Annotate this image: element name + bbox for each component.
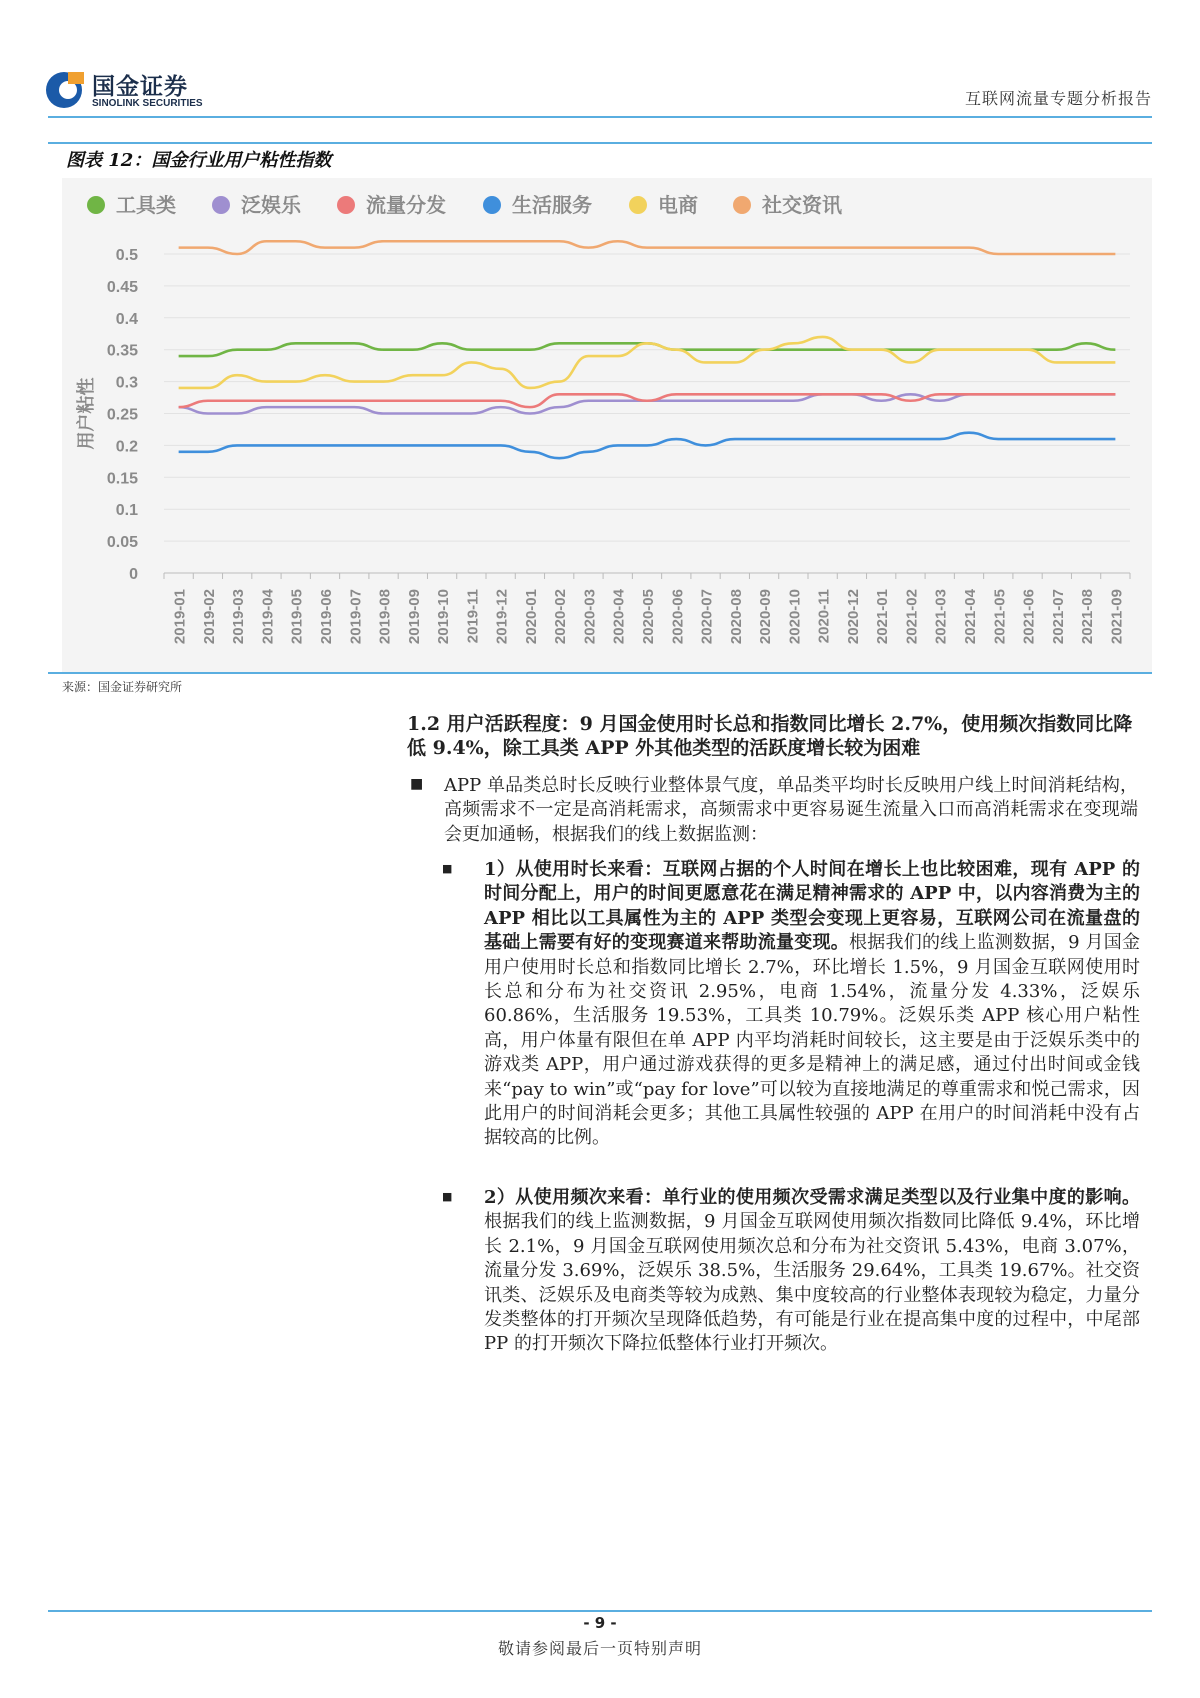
legend-marker — [629, 196, 647, 214]
legend-label: 生活服务 — [512, 193, 592, 217]
legend-marker — [337, 196, 355, 214]
x-tick-label: 2021-08 — [1079, 589, 1097, 645]
x-tick-label: 2020-09 — [757, 589, 775, 645]
x-tick-label: 2019-12 — [493, 589, 511, 645]
x-tick-label: 2021-06 — [1020, 589, 1038, 645]
y-tick-label: 0.4 — [115, 310, 138, 328]
bullet-small-icon: ■ — [442, 862, 453, 875]
x-tick-label: 2020-01 — [522, 589, 540, 645]
line-chart — [62, 178, 1152, 672]
footer-divider — [48, 1610, 1152, 1612]
bullet-small-icon: ■ — [442, 1190, 453, 1203]
legend-label: 社交资讯 — [762, 193, 842, 217]
figure-title: 图表 12：国金行业用户粘性指数 — [66, 150, 332, 171]
report-title: 互联网流量专题分析报告 — [964, 89, 1152, 108]
x-tick-label: 2021-01 — [874, 589, 892, 645]
x-tick-label: 2019-04 — [259, 589, 277, 645]
logo-mark-icon — [44, 68, 88, 112]
x-tick-label: 2021-04 — [962, 589, 979, 645]
y-tick-label: 0.1 — [115, 502, 138, 520]
legend-marker — [87, 196, 105, 214]
legend-marker — [212, 196, 230, 214]
page-number: - 9 - — [583, 1614, 617, 1632]
x-tick-label: 2019-06 — [318, 589, 335, 645]
y-tick-label: 0.3 — [115, 374, 138, 392]
x-tick-label: 2020-03 — [581, 589, 599, 645]
x-tick-label: 2020-06 — [669, 589, 687, 645]
x-tick-label: 2021-05 — [991, 589, 1009, 645]
legend-marker — [733, 196, 751, 214]
y-tick-label: 0.05 — [106, 534, 138, 552]
y-tick-label: 0.25 — [106, 406, 138, 424]
legend-label: 电商 — [658, 193, 698, 217]
x-tick-label: 2020-10 — [786, 589, 804, 645]
x-tick-label: 2021-02 — [903, 589, 921, 645]
x-tick-label: 2019-05 — [288, 589, 306, 645]
paragraph-usage-duration — [484, 858, 1140, 1151]
series-line-流量分发 — [179, 394, 1116, 407]
y-tick-label: 0.2 — [115, 438, 138, 456]
legend-label: 流量分发 — [366, 193, 446, 217]
bullet-square-icon: ■ — [410, 776, 424, 792]
y-tick-label: 0.35 — [106, 342, 138, 360]
paragraph-app-time: APP 单品类总时长反映行业整体景气度，单品类平均时长反映用户线上时间消耗结构，高频需求不一定是高消耗需求，高频需求中更容易诞生流量入口而高消耗需求在变现端会更加通畅，根据我们的线上数据监测： — [444, 775, 1138, 845]
logo-text-cn: 国金证券 — [92, 74, 188, 100]
x-tick-label: 2020-12 — [844, 589, 862, 645]
x-tick-label: 2020-11 — [815, 589, 833, 644]
x-tick-label: 2019-11 — [464, 589, 482, 644]
x-tick-label: 2021-03 — [932, 589, 950, 645]
paragraph-usage-frequency — [484, 1186, 1140, 1357]
x-tick-label: 2019-09 — [405, 589, 423, 645]
y-tick-label: 0.15 — [106, 470, 138, 488]
paragraph-usage-duration-lead: 1）从使用时长来看：互联网占据的个人时间在增长上也比较困难，现有 APP 的时间分配上，用户的时间更愿意花在满足精神需求的 APP 中，以内容消费为主的 APP 相比以工具属性为主的 APP 类型会变现上更容易，互联网公司在流量盘的基础上需要有好的变现赛道来帮助流量变现。 — [484, 859, 1140, 954]
section-heading: 1.2 用户活跃程度：9 月国金使用时长总和指数同比增长 2.7%，使用频次指数同比降低 9.4%，除工具类 APP 外其他类型的活跃度增长较为困难 — [407, 713, 1133, 759]
x-tick-label: 2019-07 — [347, 589, 365, 645]
y-tick-label: 0.45 — [106, 278, 138, 296]
header-divider — [48, 116, 1152, 118]
series-line-社交资讯 — [179, 241, 1116, 254]
legend-label: 工具类 — [116, 193, 176, 217]
figure-top-divider — [48, 142, 1152, 144]
company-logo — [44, 68, 224, 114]
y-tick-label: 0 — [129, 566, 138, 583]
y-axis-label: 用户粘性 — [76, 377, 97, 450]
x-tick-label: 2020-08 — [727, 589, 745, 645]
chart-canvas — [62, 178, 1152, 672]
paragraph-usage-duration-body: 根据我们的线上监测数据，9 月国金用户使用时长总和指数同比增长 2.7%，环比增长 1.5%，9 月国金互联网使用时长总和分布为社交资讯 2.95%，电商 1.54%，流量分发 4.33%，泛娱乐 60.86%，生活服务 19.53%，工具类 10.79%。泛娱乐类 APP 核心用户粘性高，用户体量有限但在单 APP 内平均消耗时间较长，这主要是由于泛娱乐类中的游戏类 APP，用户通过游戏获得的更多是精神上的满足感，通过付出时间或金钱来“pay to win”或“pay for love”可以较为直接地满足的尊重需求和悦己需求，因此用户的时间消耗会更多；其他工具属性较强的 APP 在用户的时间消耗中没有占据较高的比例。 — [484, 932, 1140, 1149]
x-tick-label: 2019-02 — [200, 589, 218, 645]
y-tick-label: 0.5 — [115, 247, 138, 264]
logo-text-en: SINOLINK SECURITIES — [92, 98, 203, 109]
x-tick-label: 2020-05 — [640, 589, 657, 645]
footer-disclaimer: 敬请参阅最后一页特别声明 — [497, 1639, 702, 1658]
series-line-泛娱乐 — [179, 394, 1116, 413]
x-tick-label: 2021-07 — [1049, 589, 1067, 645]
figure-source: 来源：国金证券研究所 — [62, 680, 183, 694]
x-tick-label: 2020-07 — [698, 589, 716, 645]
x-tick-label: 2019-01 — [171, 589, 189, 645]
legend-label: 泛娱乐 — [241, 193, 301, 217]
x-tick-label: 2019-03 — [230, 589, 248, 645]
paragraph-usage-frequency-body: 根据我们的线上监测数据，9 月国金互联网使用频次指数同比降低 9.4%，环比增长 2.1%，9 月国金互联网使用频次总和分布为社交资讯 5.43%，电商 3.07%，流量分发 3.69%，泛娱乐 38.5%，生活服务 29.64%，工具类 19.67%。社交资讯类、泛娱乐及电商类等较为成熟、集中度较高的行业整体表现较为稳定，力量分发类整体的打开频次呈现降低趋势，有可能是行业在提高集中度的过程中，中尾部 PP 的打开频次下降拉低整体行业打开频次。 — [484, 1211, 1140, 1355]
figure-bottom-divider — [48, 672, 1152, 674]
x-tick-label: 2019-08 — [376, 589, 394, 645]
x-tick-label: 2020-02 — [552, 589, 570, 645]
x-tick-label: 2021-09 — [1108, 589, 1126, 645]
legend-marker — [483, 196, 501, 214]
x-tick-label: 2019-10 — [435, 589, 453, 645]
paragraph-usage-frequency-lead: 2）从使用频次来看：单行业的使用频次受需求满足类型以及行业集中度的影响。 — [484, 1187, 1140, 1208]
x-tick-label: 2020-04 — [610, 589, 628, 645]
